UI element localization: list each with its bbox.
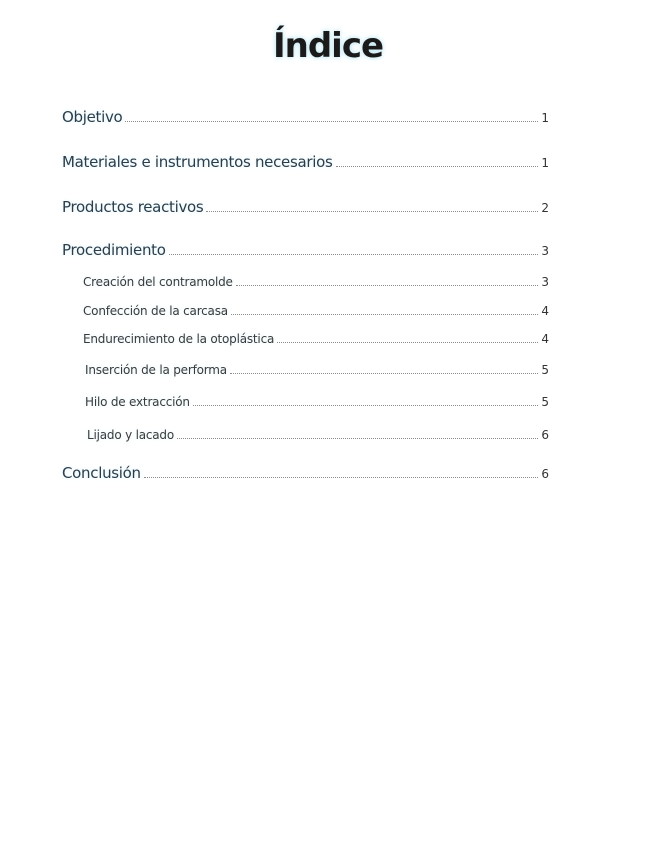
toc-leader-dots <box>236 284 539 286</box>
toc-page-number: 2 <box>541 201 549 215</box>
toc-entry-contramolde <box>83 275 549 289</box>
toc-page-number: 5 <box>541 395 549 409</box>
toc-entry-productos <box>62 198 549 216</box>
toc-entry-label: Inserción de la performa <box>85 363 227 377</box>
toc-page-number: 5 <box>541 363 549 377</box>
toc-entry-label: Hilo de extracción <box>85 395 190 409</box>
page-title: Índice <box>272 26 384 66</box>
toc-entry-label: Conclusión <box>62 464 141 482</box>
toc-page-number: 3 <box>541 244 549 258</box>
toc-entry-label: Confección de la carcasa <box>83 304 228 318</box>
toc-entry-hilo <box>85 395 549 409</box>
toc-leader-dots <box>193 404 539 406</box>
toc-entry-label: Procedimiento <box>62 241 166 259</box>
toc-leader-dots <box>230 372 538 374</box>
toc-page-number: 4 <box>541 304 549 318</box>
toc-entry-objetivo <box>62 108 549 126</box>
toc-entry-procedimiento <box>62 241 549 259</box>
toc-entry-label: Materiales e instrumentos necesarios <box>62 153 333 171</box>
toc-page-number: 6 <box>541 428 549 442</box>
toc-page-number: 3 <box>541 275 549 289</box>
toc-page-number: 6 <box>541 467 549 481</box>
toc-entry-label: Endurecimiento de la otoplástica <box>83 332 275 346</box>
toc-entry-label: Objetivo <box>62 108 123 126</box>
toc-leader-dots <box>169 253 539 255</box>
toc-leader-dots <box>231 313 538 315</box>
toc-leader-dots <box>144 476 539 478</box>
toc-entry-materiales <box>62 153 549 171</box>
toc-leader-dots <box>336 165 539 167</box>
toc-entry-label: Lijado y lacado <box>87 428 174 442</box>
toc-entry-endurecimiento <box>83 332 549 346</box>
toc-leader-dots <box>177 437 538 439</box>
toc-leader-dots <box>277 341 538 343</box>
toc-page-number: 1 <box>541 111 549 125</box>
toc-entry-carcasa <box>83 304 549 318</box>
toc-entry-label: Creación del contramolde <box>83 275 233 289</box>
toc-entry-lijado <box>87 428 549 442</box>
toc-entry-conclusion <box>62 464 549 482</box>
toc-entry-label: Productos reactivos <box>62 198 204 216</box>
toc-leader-dots <box>125 120 538 122</box>
toc-page-number: 1 <box>541 156 549 170</box>
toc-entry-performa <box>85 363 549 377</box>
toc-leader-dots <box>206 210 538 212</box>
toc-page-number: 4 <box>541 332 549 346</box>
